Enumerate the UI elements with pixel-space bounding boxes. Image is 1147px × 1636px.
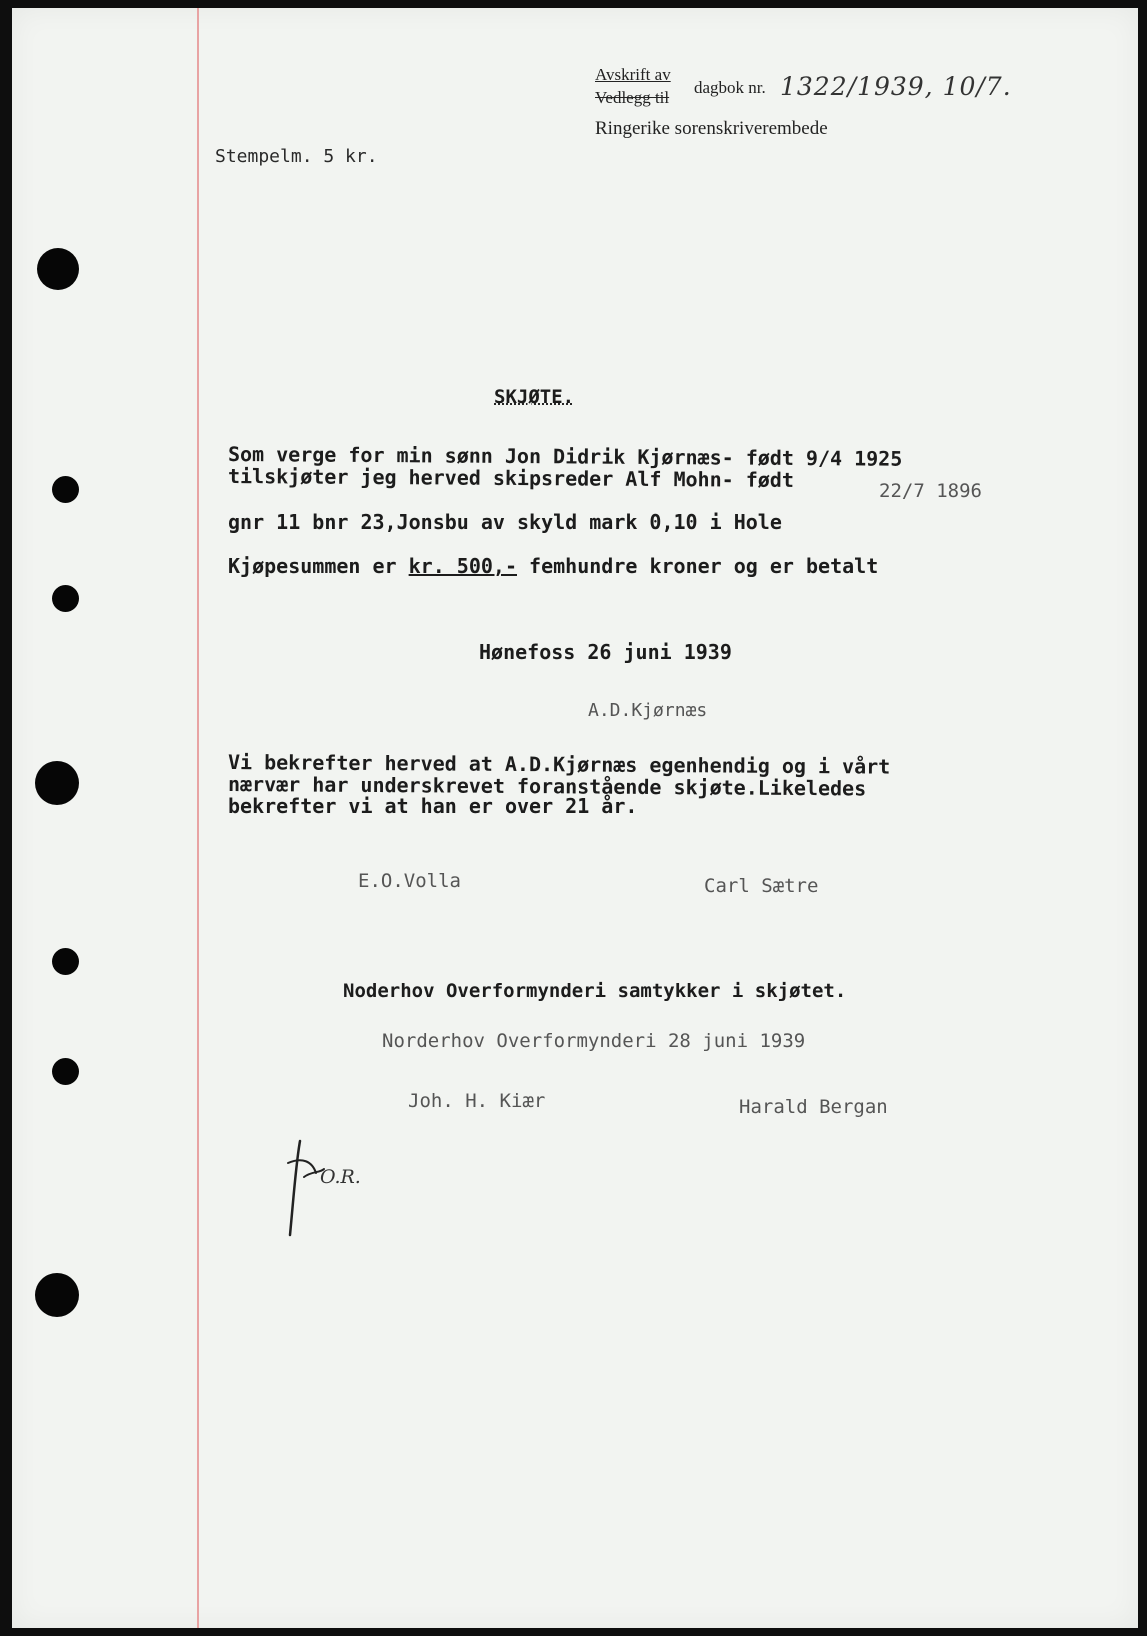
header-avskrift: Avskrift av (595, 65, 671, 84)
place-date: Hønefoss 26 juni 1939 (479, 640, 732, 664)
seller-signature: A.D.Kjørnæs (588, 700, 708, 721)
punch-hole (37, 248, 79, 290)
header-office: Ringerike sorenskriverembede (595, 118, 828, 139)
punch-hole (35, 761, 79, 805)
price-label: Kjøpesummen er (228, 554, 397, 578)
punch-hole (52, 585, 79, 612)
body-line-4 (228, 554, 878, 578)
official-name-2: Harald Bergan (739, 1096, 888, 1118)
punch-hole (52, 948, 79, 975)
body-line-2: tilskjøter jeg herved skipsreder Alf Mohn- født (227, 464, 795, 492)
header-dagbok-number: 1322/1939, 10/7. (780, 72, 1012, 101)
consent-text: Noderhov Overformynderi samtykker i skjøtet. (343, 980, 847, 1002)
price-amount: kr. 500,- (408, 554, 517, 578)
witness-name-2: Carl Sætre (704, 875, 819, 897)
witness-name-1: E.O.Volla (358, 870, 461, 892)
handwritten-mark (282, 1133, 332, 1243)
consent-date: Norderhov Overformynderi 28 juni 1939 (382, 1030, 806, 1052)
witness-line-1: Vi bekrefter herved at A.D.Kjørnæs egenhendig og i vårt (227, 750, 891, 779)
red-margin-line (197, 8, 199, 1628)
document-page (12, 8, 1138, 1628)
official-name-1: Joh. H. Kiær (408, 1090, 546, 1112)
stamp-fee: Stempelm. 5 kr. (215, 146, 378, 167)
body-line-2-date: 22/7 1896 (879, 480, 982, 502)
witness-line-3: bekrefter vi at han er over 21 år. (228, 794, 638, 818)
punch-hole (35, 1273, 79, 1317)
document-title: SKJØTE. (494, 386, 575, 408)
header-dagbok-label: dagbok nr. (694, 78, 766, 97)
price-words: femhundre kroner og er betalt (529, 554, 879, 578)
witness-line-2: nærvær har underskrevet foranstående skjøte.Likeledes (227, 772, 867, 801)
header-vedlegg: Vedlegg til (595, 88, 670, 107)
body-line-3: gnr 11 bnr 23,Jonsbu av skyld mark 0,10 i Hole (228, 510, 782, 534)
punch-hole (52, 1058, 79, 1085)
body-line-1: Som verge for min sønn Jon Didrik Kjørnæs- født 9/4 1925 (227, 442, 903, 471)
punch-hole (52, 476, 79, 503)
handwritten-initials: O.R. (320, 1166, 361, 1188)
